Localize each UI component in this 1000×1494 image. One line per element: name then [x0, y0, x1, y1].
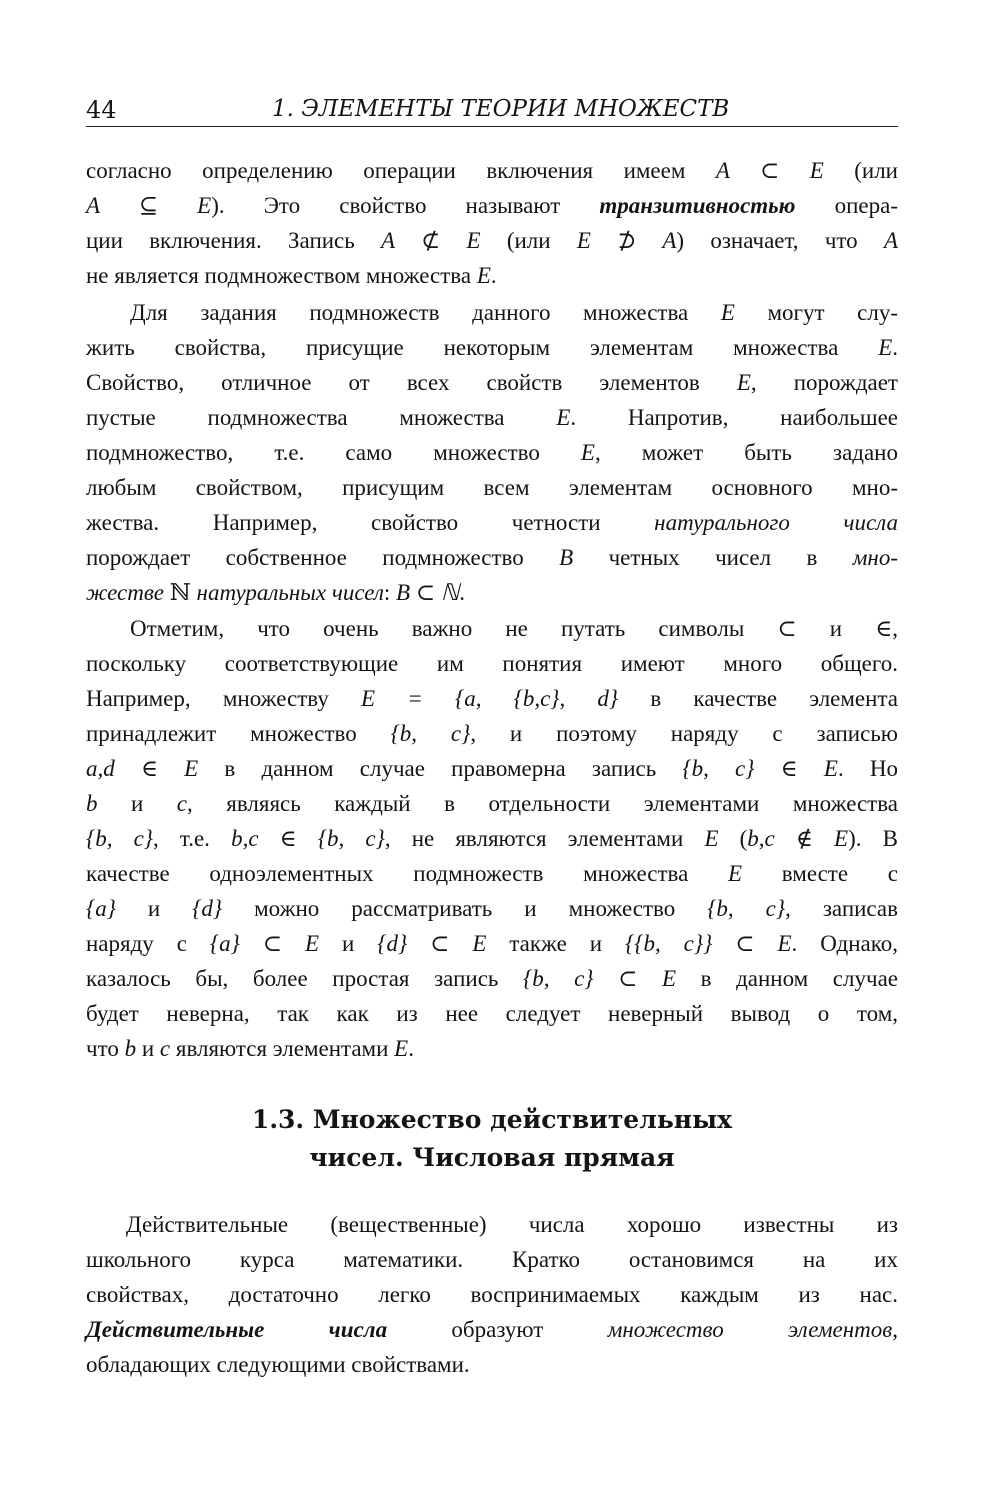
text-line: будет неверна, так как из нее следует неверный вывод о том,: [86, 1001, 898, 1026]
text-line: Для задания подмножеств данного множества E могут слу-: [130, 300, 898, 325]
text-line: что b и c являются элементами E.: [86, 1036, 414, 1061]
text-line: поскольку соответствующие им понятия имеют много общего.: [86, 651, 898, 676]
text-line: любым свойством, присущим всем элементам основного мно-: [86, 475, 898, 500]
text-line: согласно определению операции включения имеем A ⊂ E (или: [86, 158, 898, 183]
page-number: 44: [86, 96, 117, 124]
text-line: свойствах, достаточно легко воспринимаемых каждым из нас.: [86, 1282, 898, 1307]
text-line: {b, c}, т.е. b,c ∈ {b, c}, не являются элементами E (b,c ∉ E). В: [86, 826, 898, 851]
emphasis-term: транзитивностью: [599, 193, 796, 218]
text-line: a,d ∈ E в данном случае правомерна запись {b, c} ∈ E. Но: [86, 756, 898, 781]
text-line: Свойство, отличное от всех свойств элементов E, порождает: [86, 370, 898, 395]
text-line: b и c, являясь каждый в отдельности элементами множества: [86, 791, 898, 816]
text-line: A ⊆ E). Это свойство называют транзитивностью опера-: [86, 193, 898, 218]
text-line: пустые подмножества множества E. Напротив, наибольшее: [86, 405, 899, 430]
emphasis-term: Действительные числа: [86, 1317, 388, 1342]
running-title: 1. ЭЛЕМЕНТЫ ТЕОРИИ МНОЖЕСТВ: [272, 96, 730, 122]
section-heading: 1.3. Множество действительных: [251, 1105, 733, 1134]
text-line: порождает собственное подмножество B четных чисел в мно-: [86, 545, 898, 570]
text-line: качестве одноэлементных подмножеств множества E вместе с: [86, 861, 899, 886]
text-line: наряду с {a} ⊂ E и {d} ⊂ E также и {{b, c}} ⊂ E. Однако,: [86, 931, 899, 956]
running-header: [86, 94, 898, 127]
text-line: Отметим, что очень важно не путать символы ⊂ и ∈,: [130, 616, 898, 641]
text-line: подмножество, т.е. само множество E, может быть задано: [86, 440, 898, 465]
text-line: жить свойства, присущие некоторым элементам множества E.: [86, 335, 898, 360]
text-line: жества. Например, свойство четности натурального числа: [86, 510, 898, 535]
text-line: Действительные (вещественные) числа хорошо известны из: [126, 1212, 898, 1237]
text-line: принадлежит множество {b, c}, и поэтому наряду с записью: [86, 721, 898, 746]
text-line: обладающих следующими свойствами.: [86, 1352, 470, 1377]
text-line: {a} и {d} можно рассматривать и множество {b, c}, записав: [86, 896, 898, 921]
text-line: ции включения. Запись A ⊄ E (или E ⊅ A) означает, что A: [86, 228, 898, 253]
text-line: казалось бы, более простая запись {b, c} ⊂ E в данном случае: [86, 966, 898, 991]
text-line: не является подмножеством множества E.: [86, 263, 497, 288]
text-line: жестве ℕ натуральных чисел: B ⊂ ℕ.: [86, 580, 466, 605]
text-line: школьного курса математики. Кратко остановимся на их: [86, 1247, 898, 1272]
text-line: Например, множеству E = {a, {b,c}, d} в качестве элемента: [86, 686, 898, 711]
text-line: Действительные числа образуют множество элементов,: [86, 1317, 898, 1342]
section-heading: чисел. Числовая прямая: [309, 1143, 675, 1172]
